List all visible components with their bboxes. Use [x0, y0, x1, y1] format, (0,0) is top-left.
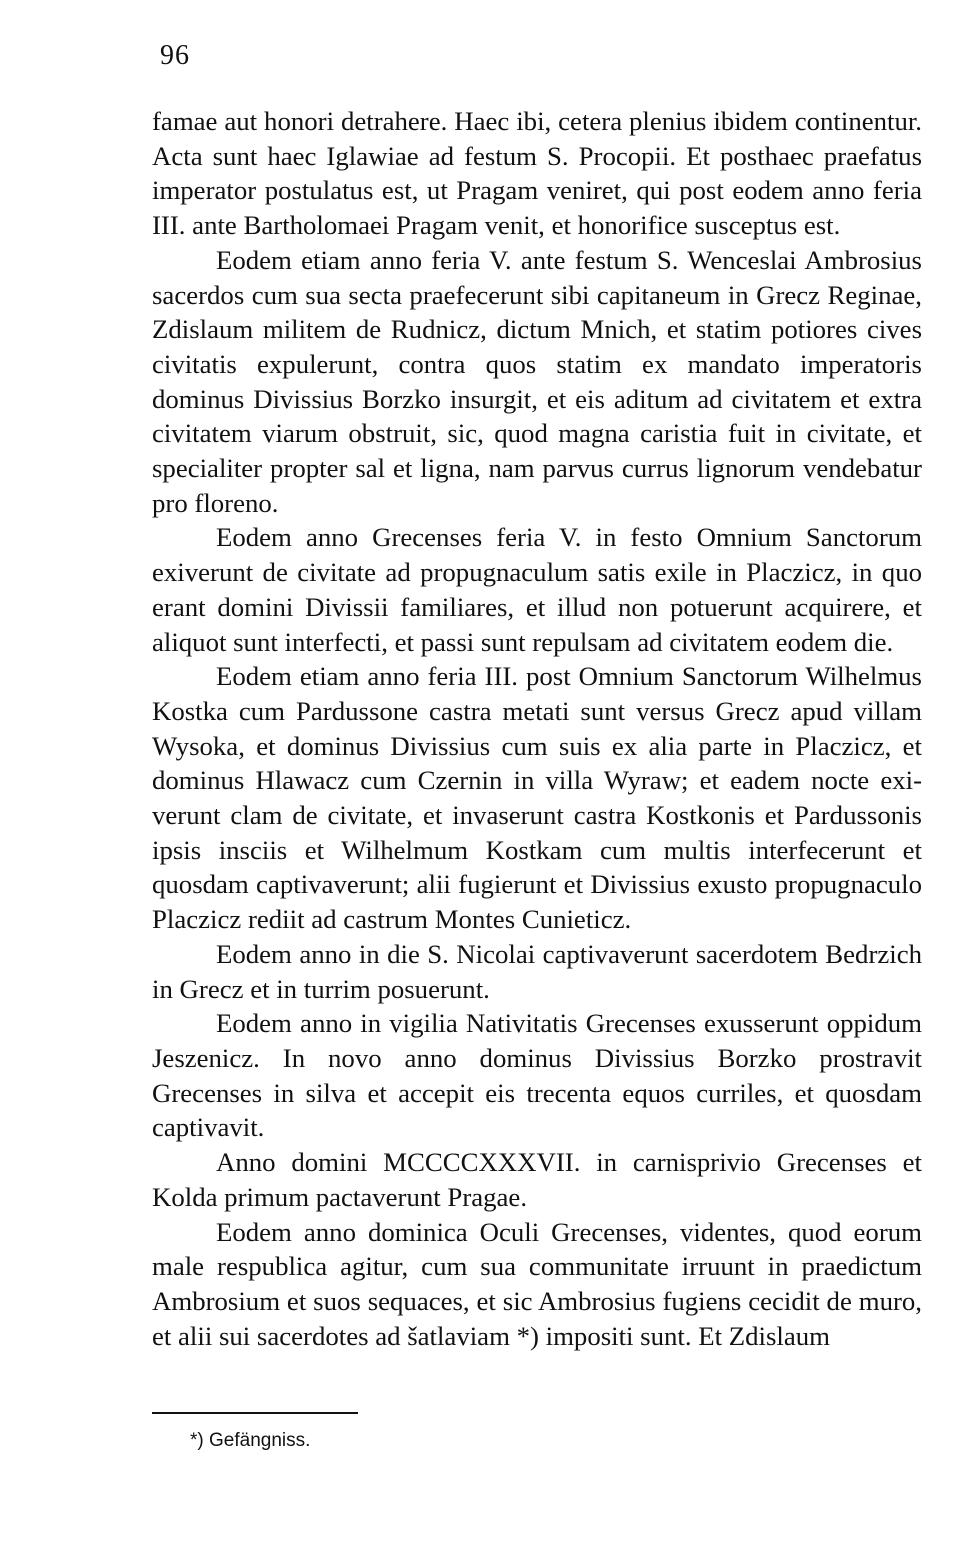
paragraph: Eodem etiam anno feria III. post Omnium Sanctorum Wilhelmus Kostka cum Pardussone castra metati sunt versus Grecz apud villam Wysoka, et dominus Divissius cum suis ex alia parte in Placzicz, et dominus Hlawacz cum Czernin in villa Wyraw; et eadem nocte exiverunt clam de civitate, et invaserunt castra Kostkonis et Pardussonis ipsis insciis et Wilhelmum Kostkam cum multis interfecerunt et quosdam captivaverunt; alii fugierunt et Divissius exusto propugnaculo Placzicz rediit ad castrum Montes Cunieticz. [152, 661, 922, 935]
paragraph: Eodem etiam anno feria V. ante festum S. Wenceslai Ambrosius sacerdos cum sua secta praefecerunt sibi capitaneum in Grecz Reginae, Zdislaum militem de Rudnicz, dictum Mnich, et statim potiores cives civitatis expulerunt, contra quos statim ex mandato imperatoris dominus Divissius Borzko insurgit, et eis aditum ad civitatem et extra civitatem viarum obstruit, sic, quod magna caristia fuit in civitate, et specialiter propter sal et ligna, nam parvus currus lignorum vendebatur pro floreno. [152, 244, 922, 518]
paragraph: Eodem anno in vigilia Nativitatis Grecenses exusserunt oppidum Jeszenicz. In novo anno dominus Divissius Borzko prostravit Grecenses in silva et accepit eis trecenta equos curriles, et quosdam captivavit. [152, 1008, 922, 1143]
paragraph: Eodem anno dominica Oculi Grecenses, videntes, quod eorum male respublica agitur, cum sua communitate irruunt in praedictum Ambrosium et suos sequaces, et sic Ambrosius fugiens cecidit de muro, et alii sui sacerdotes ad šatlaviam *) impositi sunt. Et Zdislaum [152, 1216, 922, 1351]
paragraph: famae aut honori detrahere. Haec ibi, cetera plenius ibidem continentur. Acta sunt haec Iglawiae ad festum S. Procopii. Et posthaec praefatus imperator postulatus est, ut Pragam veniret, qui post eodem anno feria III. ante Bartholomaei Pragam venit, et honorifice susceptus est. [152, 106, 922, 241]
paragraph: Anno domini MCCCCXXXVII. in carnisprivio Grecenses et Kolda primum pactaverunt Pragae. [152, 1147, 922, 1212]
paragraph: Eodem anno Grecenses feria V. in festo Omnium Sanctorum exiverunt de civitate ad propugnaculum satis exile in Placzicz, in quo erant domini Divissii familiares, et illud non potuerunt acquirere, et aliquot sunt interfecti, et passi sunt repulsam ad civitatem eodem die. [152, 522, 922, 657]
paragraph: Eodem anno in die S. Nicolai captivaverunt sacerdotem Bedrzich in Grecz et in turrim posuerunt. [152, 938, 922, 1004]
page-number: 96 [160, 40, 190, 71]
body-text [152, 104, 922, 1353]
footnote: *) Gefängniss. [190, 1430, 311, 1451]
footnote-divider [152, 1412, 358, 1414]
